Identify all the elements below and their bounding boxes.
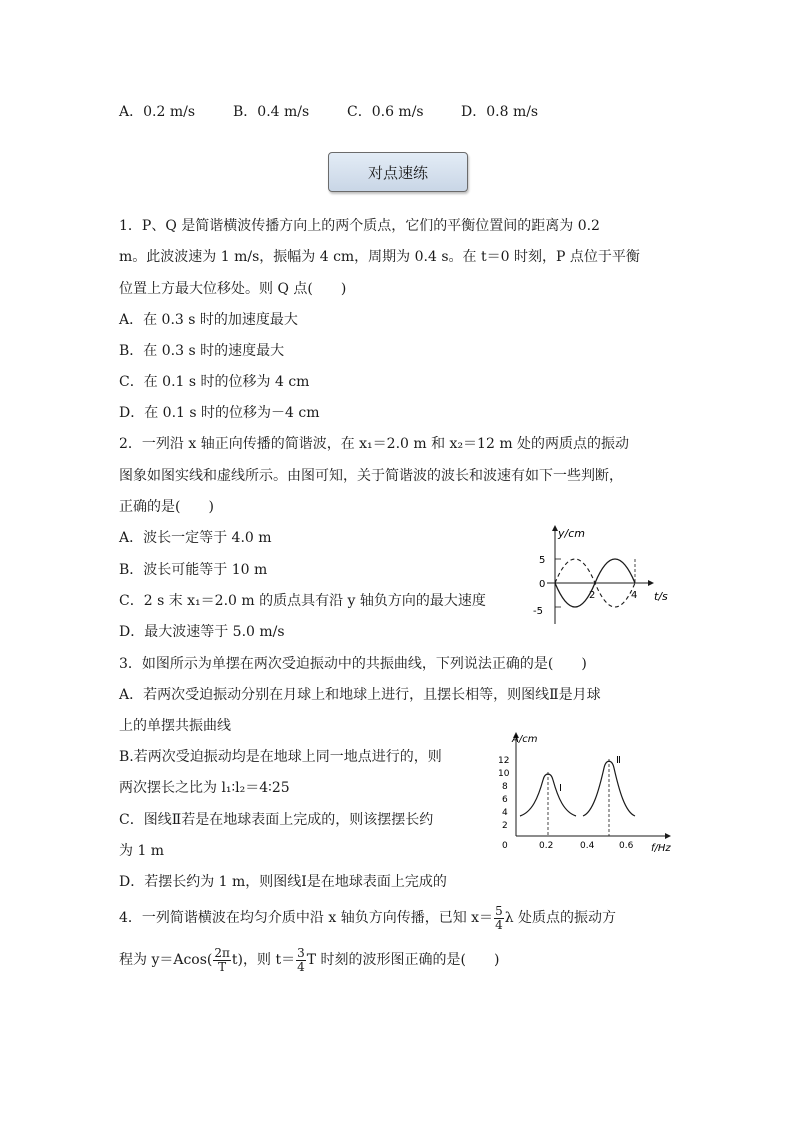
q1-line-3: 位置上方最大位移处。则 Q 点( ) xyxy=(119,281,347,297)
q3-ytick-10: 10 xyxy=(498,769,510,779)
q3-y-label: A/cm xyxy=(512,734,538,745)
q4-frac3-den: 4 xyxy=(297,959,305,974)
q3-option-a-line-2: 上的单摆共振曲线 xyxy=(119,718,231,734)
q2-option-d: D．最大波速等于 5.0 m/s xyxy=(119,624,285,640)
q2-vibration-graph xyxy=(525,518,675,630)
q1-option-d: D．在 0.1 s 时的位移为－4 cm xyxy=(119,405,320,421)
q2-y-label: y/cm xyxy=(558,527,585,540)
q4-frac1-num: 5 xyxy=(495,903,503,918)
option-a: A．0.2 m/s xyxy=(119,104,196,120)
q3-xtick-0.4: 0.4 xyxy=(580,841,595,851)
q2-option-c: C．2 s 末 x₁＝2.0 m 的质点具有沿 y 轴负方向的最大速度 xyxy=(119,593,486,609)
q3-option-c-line-1: C．图线Ⅱ若是在地球表面上完成的，则该摆摆长约 xyxy=(119,812,434,828)
q3-option-b-line-2: 两次摆长之比为 l₁∶l₂＝4∶25 xyxy=(119,780,290,796)
q3-ytick-12: 12 xyxy=(498,756,510,766)
q3-option-d: D．若摆长约为 1 m，则图线Ⅰ是在地球表面上完成的 xyxy=(119,874,447,890)
q2-line-3: 正确的是( ) xyxy=(119,499,214,515)
q1-option-a: A．在 0.3 s 时的加速度最大 xyxy=(119,312,298,328)
q1-option-b: B．在 0.3 s 时的速度最大 xyxy=(119,343,285,359)
q3-xtick-0: 0 xyxy=(502,841,508,851)
q2-ytick-5: 5 xyxy=(539,555,546,566)
q3-resonance-graph xyxy=(488,728,688,856)
q4-fraction-3-4 xyxy=(296,947,306,974)
q4-fraction-5-4 xyxy=(494,905,504,932)
q2-ytick-0: 0 xyxy=(539,579,546,590)
q4-frac3-num: 3 xyxy=(297,945,305,960)
q3-x-label: f/Hz xyxy=(651,843,671,854)
q4-line-2-post: T 时刻的波形图正确的是( ) xyxy=(306,952,500,968)
q4-fraction-2pi-T xyxy=(213,947,231,974)
q4-frac2-num: 2π xyxy=(214,945,230,960)
q3-curve-label-2: Ⅱ xyxy=(616,755,621,766)
q4-line-2-mid: t)，则 t＝ xyxy=(231,952,296,968)
q4-frac1-den: 4 xyxy=(495,917,503,932)
q3-option-c-line-2: 为 1 m xyxy=(119,843,165,859)
q4-line-1 xyxy=(119,904,616,932)
q3-xtick-0.2: 0.2 xyxy=(539,841,554,851)
q3-option-b-line-1: B.若两次受迫振动均是在地球上同一地点进行的，则 xyxy=(119,749,442,765)
q4-line-2 xyxy=(119,946,499,974)
q4-line-1-pre: 4．一列简谐横波在均匀介质中沿 x 轴负方向传播，已知 x＝ xyxy=(119,910,494,926)
q3-ytick-4: 4 xyxy=(502,808,508,818)
q4-line-2-pre: 程为 y＝Acos( xyxy=(119,952,213,968)
q3-curve-label-1: Ⅰ xyxy=(559,783,562,794)
q3-option-a-line-1: A．若两次受迫振动分别在月球上和地球上进行，且摆长相等，则图线Ⅱ是月球 xyxy=(119,687,601,703)
q2-xtick-4: 4 xyxy=(631,590,638,601)
q2-option-a: A．波长一定等于 4.0 m xyxy=(119,530,272,546)
q1-line-1: 1．P、Q 是简谐横波传播方向上的两个质点，它们的平衡位置间的距离为 0.2 xyxy=(119,218,600,234)
q4-line-1-post: λ 处质点的振动方 xyxy=(504,910,617,926)
previous-options-row xyxy=(119,102,579,122)
q2-line-1: 2．一列沿 x 轴正向传播的简谐波，在 x₁＝2.0 m 和 x₂＝12 m 处的两质点的振动 xyxy=(119,436,630,452)
q3-ytick-6: 6 xyxy=(502,795,508,805)
q3-ytick-8: 8 xyxy=(502,782,508,792)
option-c: C．0.6 m/s xyxy=(347,104,424,120)
section-title-box xyxy=(328,152,468,192)
option-d: D．0.8 m/s xyxy=(461,104,539,120)
q3-line-1: 3．如图所示为单摆在两次受迫振动中的共振曲线，下列说法正确的是( ) xyxy=(119,656,587,672)
q1-option-c: C．在 0.1 s 时的位移为 4 cm xyxy=(119,374,310,390)
q2-line-2: 图象如图实线和虚线所示。由图可知，关于简谐波的波长和波速有如下一些判断， xyxy=(119,468,623,484)
q3-ytick-2: 2 xyxy=(502,821,508,831)
q3-xtick-0.6: 0.6 xyxy=(619,841,634,851)
q2-ytick-neg5: -5 xyxy=(533,606,543,617)
q2-x-label: t/s xyxy=(654,590,668,603)
section-title: 对点速练 xyxy=(367,163,428,182)
q2-option-b: B．波长可能等于 10 m xyxy=(119,562,268,578)
option-b: B．0.4 m/s xyxy=(233,104,310,120)
q1-line-2: m。此波波速为 1 m/s，振幅为 4 cm，周期为 0.4 s。在 t＝0 时刻，P 点位于平衡 xyxy=(119,249,640,265)
q4-frac2-den: T xyxy=(218,959,227,974)
q2-xtick-2: 2 xyxy=(589,590,596,601)
